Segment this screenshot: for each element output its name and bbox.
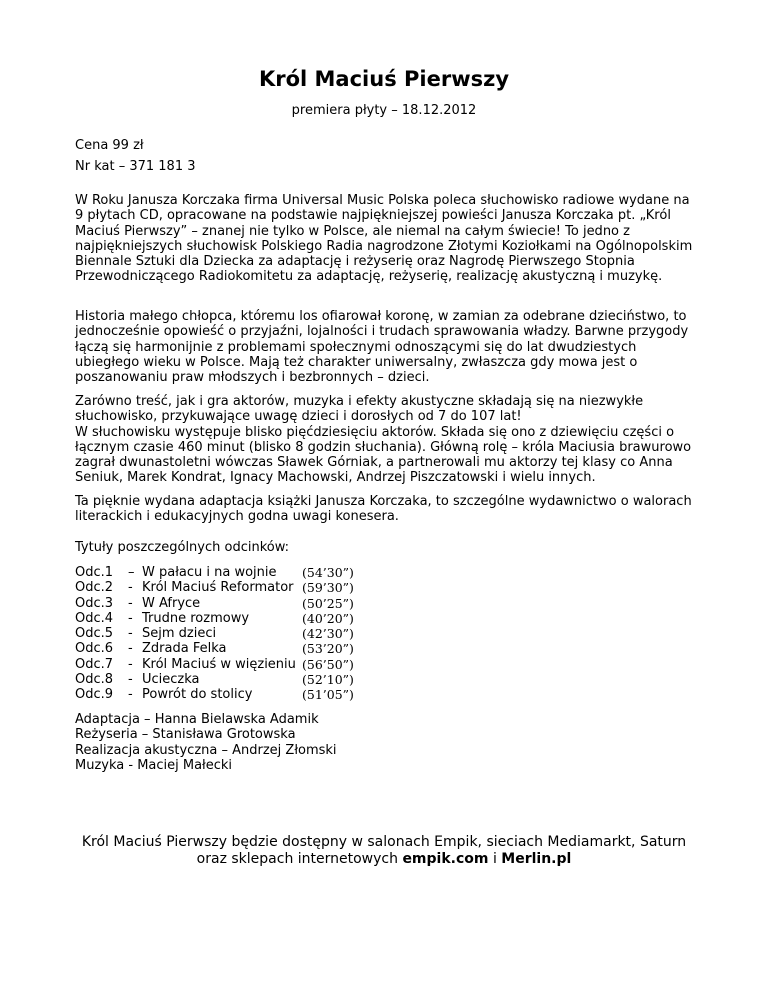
episode-row — [75, 611, 354, 626]
episode-code: Odc.8 — [75, 672, 114, 688]
episode-code: Odc.5 — [75, 626, 114, 642]
episode-title: Powrót do stolicy — [142, 687, 253, 703]
availability-prefix: oraz sklepach internetowych — [196, 851, 398, 867]
episode-title: W pałacu i na wojnie — [142, 565, 277, 580]
paragraph-cast — [75, 394, 700, 486]
episodes-heading: Tytuły poszczególnych odcinków: — [75, 540, 290, 555]
episode-separator: - — [128, 610, 133, 626]
merlin-link[interactable]: Merlin.pl — [501, 851, 572, 867]
episode-row — [75, 672, 354, 687]
episode-code: Odc.3 — [75, 595, 114, 611]
episode-code: Odc.9 — [75, 687, 114, 703]
episode-title: Król Maciuś Reformator — [142, 580, 294, 596]
episode-row — [75, 596, 354, 611]
episode-row — [75, 657, 354, 672]
episode-row — [75, 626, 354, 641]
episode-duration: (51’05”) — [302, 687, 354, 703]
credit-line: Adaptacja – Hanna Bielawska Adamik — [75, 712, 319, 727]
paragraph-text: Ta pięknie wydana adaptacja książki Janusza Korczaka, to szczególne wydawnictwo o walorach literackich i edukacyjnych godna uwagi konesera. — [75, 494, 692, 525]
paragraph-story — [75, 309, 700, 385]
episode-separator: - — [128, 672, 133, 688]
episode-duration: (50’25”) — [302, 595, 354, 611]
credit-line: Muzyka - Maciej Małecki — [75, 757, 233, 773]
episode-row — [75, 565, 354, 580]
episode-duration: (40’20”) — [302, 610, 354, 626]
episode-row — [75, 641, 354, 656]
paragraph-text: W słuchowisku występuje blisko pięćdziesięciu aktorów. Składa się ono z dziewięciu części o łącznym czasie 460 minut (blisko 8 godzin słuchania). Główną rolę – króla Maciusia brawurowo zagrał dwunastoletni wówczas Sławek Górniak, a partnerowali mu aktorzy tej klasy co Anna Seniuk, Marek Kondrat, Ignacy Machowski, Andrzej Piszczatowski i wielu innych. — [75, 424, 692, 486]
episode-separator: - — [128, 580, 133, 596]
catalog-number: Nr kat – 371 181 3 — [75, 159, 196, 174]
episode-separator: - — [128, 641, 133, 657]
credit-line: Reżyseria – Stanisława Grotowska — [75, 727, 296, 743]
episode-title: Król Maciuś w więzieniu — [142, 656, 296, 672]
episode-title: Sejm dzieci — [142, 626, 217, 642]
episode-duration: (52’10”) — [302, 672, 354, 688]
episode-code: Odc.4 — [75, 610, 114, 626]
availability-line-2 — [60, 851, 708, 868]
episode-title: Trudne rozmowy — [142, 610, 250, 626]
episode-title: Zdrada Felka — [142, 641, 227, 657]
episode-separator: - — [128, 656, 133, 672]
episode-row — [75, 580, 354, 595]
episode-row — [75, 687, 354, 702]
episode-duration: (59’30”) — [302, 580, 354, 596]
episode-code: Odc.7 — [75, 656, 114, 672]
availability-note — [60, 834, 708, 868]
paragraph-text: Zarówno treść, jak i gra aktorów, muzyka i efekty akustyczne składają się na niezwykłe słuchowisko, przykuwające uwagę dzieci i dorosłych od 7 do 107 lat! — [75, 394, 644, 425]
page-title: Król Maciuś Pierwszy — [258, 67, 510, 91]
availability-line-1: Król Maciuś Pierwszy będzie dostępny w salonach Empik, sieciach Mediamarkt, Saturn — [81, 834, 687, 850]
paragraph-summary — [75, 494, 700, 525]
episode-duration: (54’30”) — [302, 565, 354, 580]
episode-separator: - — [128, 595, 133, 611]
episode-separator: - — [128, 687, 133, 703]
paragraph-text: Historia małego chłopca, któremu los ofiarował koronę, w zamian za odebrane dzieciństwo, to jednocześnie opowieść o przyjaźni, lojalności i trudach sprawowania władzy. Barwne przygody łączą się harmonijnie z problemami społecznymi odnoszącymi się do lat dwudziestych ubiegłego wieku w Polsce. Mają też charakter uniwersalny, zwłaszcza gdy mowa jest o poszanowaniu praw młodszych i bezbronnych – dzieci. — [75, 309, 689, 386]
episode-list — [75, 565, 354, 703]
episode-duration: (56’50”) — [302, 656, 354, 672]
availability-conjunction: i — [492, 851, 497, 867]
episode-separator: - — [128, 626, 133, 642]
paragraph-text: W Roku Janusza Korczaka firma Universal Music Polska poleca słuchowisko radiowe wydane na 9 płytach CD, opracowane na podstawie najpiękniejszej powieści Janusza Korczaka pt. „Król Maciuś Pierwszy” – znanej nie tylko w Polsce, ale niemal na całym świecie! To jedno z najpiękniejszych słuchowisk Polskiego Radia nagrodzone Złotymi Koziołkami na Ogólnopolskim Biennale Sztuki dla Dziecka za adaptację i reżyserię oraz Nagrodę Pierwszego Stopnia Przewodniczącego Radiokomitetu za adaptację, reżyserię, realizację akustyczną i muzykę. — [75, 193, 693, 285]
episode-code: Odc.2 — [75, 580, 114, 596]
paragraph-intro — [75, 193, 700, 285]
empik-link[interactable]: empik.com — [402, 851, 489, 867]
credits-block — [75, 712, 337, 773]
episode-duration: (42’30”) — [302, 626, 354, 642]
price-line: Cena 99 zł — [75, 138, 144, 153]
episode-title: Ucieczka — [142, 672, 200, 688]
episode-code: Odc.6 — [75, 641, 114, 657]
episode-separator: – — [128, 565, 135, 580]
episode-code: Odc.1 — [75, 565, 114, 580]
episode-title: W Afryce — [142, 595, 201, 611]
release-date: premiera płyty – 18.12.2012 — [291, 103, 477, 118]
credit-line: Realizacja akustyczna – Andrzej Złomski — [75, 742, 337, 758]
episode-duration: (53’20”) — [302, 641, 354, 657]
